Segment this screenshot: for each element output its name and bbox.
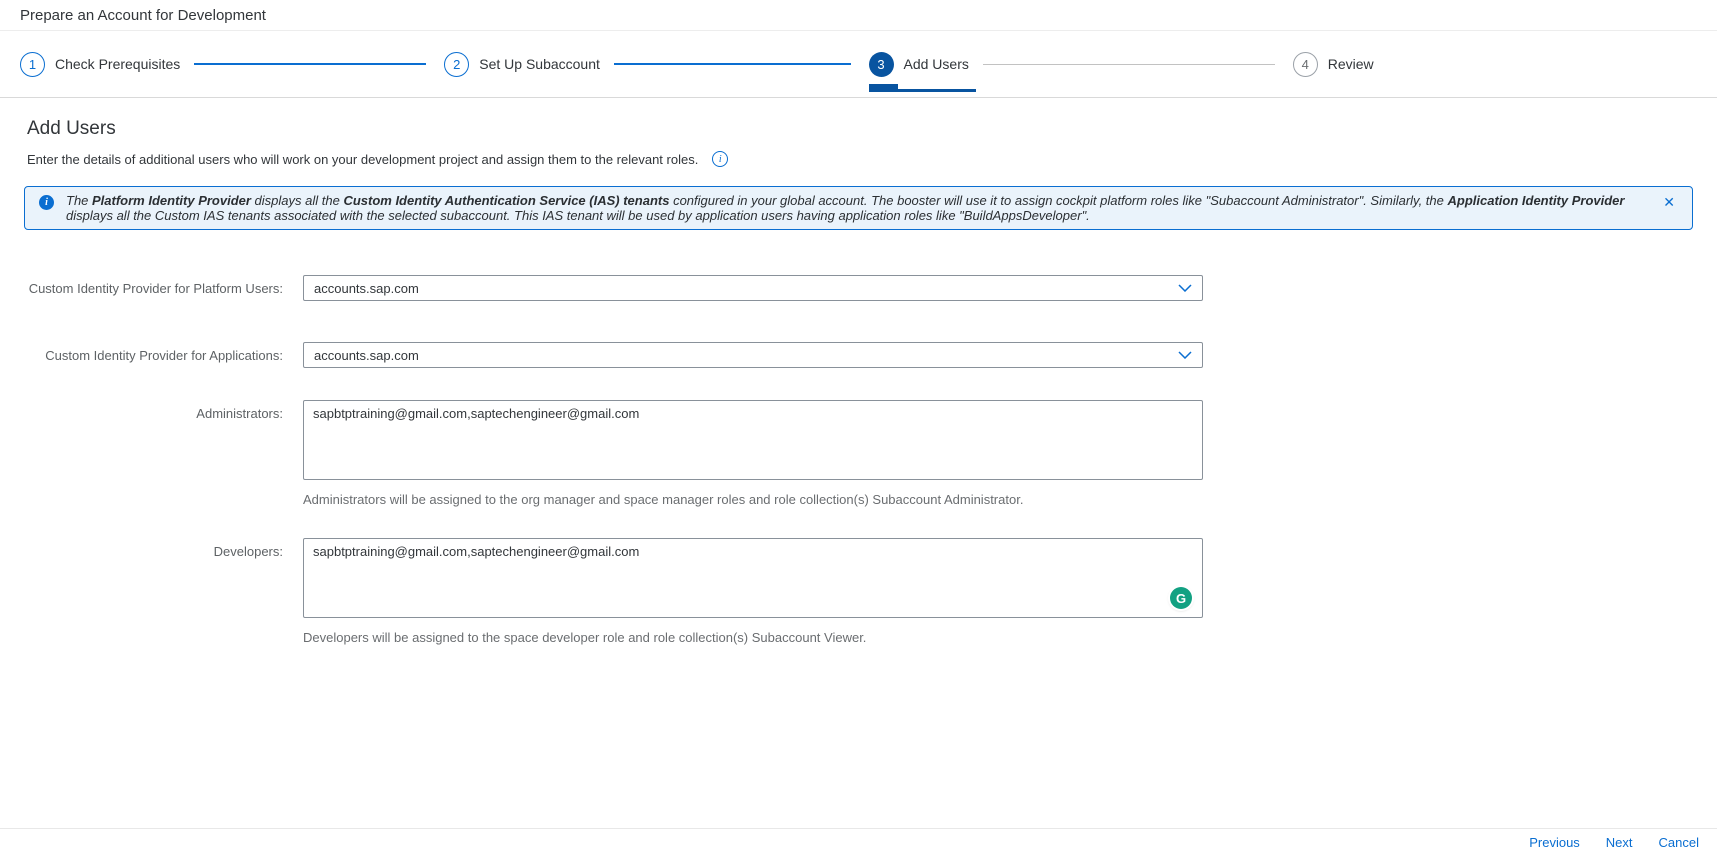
step-3-circle[interactable]: 3 [869,52,894,77]
step-connector-2-3 [614,63,851,65]
main-content [0,118,1717,645]
wizard-step-bar [0,31,1717,98]
grammarly-icon[interactable]: G [1170,587,1192,609]
administrators-label: Administrators: [196,406,283,421]
step-connector-1-2 [194,63,426,65]
step-1-circle[interactable]: 1 [20,52,45,77]
banner-message: The Platform Identity Provider displays all the Custom Identity Authentication Service (IAS) tenants configured in your global account. The booster will use it to assign cockpit platform roles like "Subaccount Administrator". Similarly, the Application Identity Provider displays all the Custom IAS tenants associated with the selected subaccount. This IAS tenant will be used by application users having application roles like "BuildAppsDeveloper". [66,193,1625,223]
step-4-label[interactable]: Review [1327,56,1374,72]
section-heading: Add Users [27,118,116,139]
footer-action-bar [0,828,1717,855]
close-icon[interactable]: ✕ [1663,194,1675,210]
active-step-indicator [869,89,976,92]
step-2-label[interactable]: Set Up Subaccount [479,56,600,72]
next-button[interactable]: Next [1605,834,1633,850]
step-connector-3-4 [983,64,1275,65]
chevron-down-icon[interactable] [1178,346,1192,364]
wizard-step-review[interactable] [1293,31,1717,97]
field-row-idp-platform [24,275,1693,301]
administrators-help-row [24,492,1693,507]
section-description: Enter the details of additional users who will work on your development project and assign them to the relevant roles. [27,151,699,167]
page-title: Prepare an Account for Development [20,6,266,24]
idp-applications-value: accounts.sap.com [314,347,419,363]
wizard-step-set-up-subaccount[interactable] [444,31,868,97]
chevron-down-icon[interactable] [1178,279,1192,297]
idp-platform-value: accounts.sap.com [314,280,419,296]
wizard-step-add-users[interactable] [869,31,1293,97]
developers-label: Developers: [213,544,283,559]
idp-platform-select[interactable] [303,275,1203,301]
titlebar [0,0,1717,31]
administrators-textarea[interactable] [303,400,1203,480]
field-row-administrators [24,400,1693,480]
field-row-developers [24,538,1693,618]
step-2-circle[interactable]: 2 [444,52,469,77]
step-3-label[interactable]: Add Users [903,56,969,72]
idp-applications-select[interactable] [303,342,1203,368]
idp-applications-label: Custom Identity Provider for Applications: [45,347,283,363]
field-row-idp-applications [24,342,1693,368]
previous-button[interactable]: Previous [1529,834,1580,850]
wizard-step-check-prerequisites[interactable] [20,31,444,97]
step-1-label[interactable]: Check Prerequisites [55,56,181,72]
developers-help-row [24,630,1693,645]
developers-help-text: Developers will be assigned to the space developer role and role collection(s) Subaccount Viewer. [303,630,867,645]
info-icon[interactable]: i [712,151,728,167]
developers-textarea[interactable] [303,538,1203,618]
step-4-circle[interactable]: 4 [1293,52,1318,77]
information-banner [24,186,1693,230]
administrators-help-text: Administrators will be assigned to the org manager and space manager roles and role collection(s) Subaccount Administrator. [303,492,1024,507]
cancel-button[interactable]: Cancel [1658,834,1699,850]
info-filled-icon: i [39,195,54,210]
developers-textarea-wrapper [303,538,1203,618]
idp-platform-label: Custom Identity Provider for Platform Users: [28,280,283,296]
section-description-row [27,151,1693,167]
